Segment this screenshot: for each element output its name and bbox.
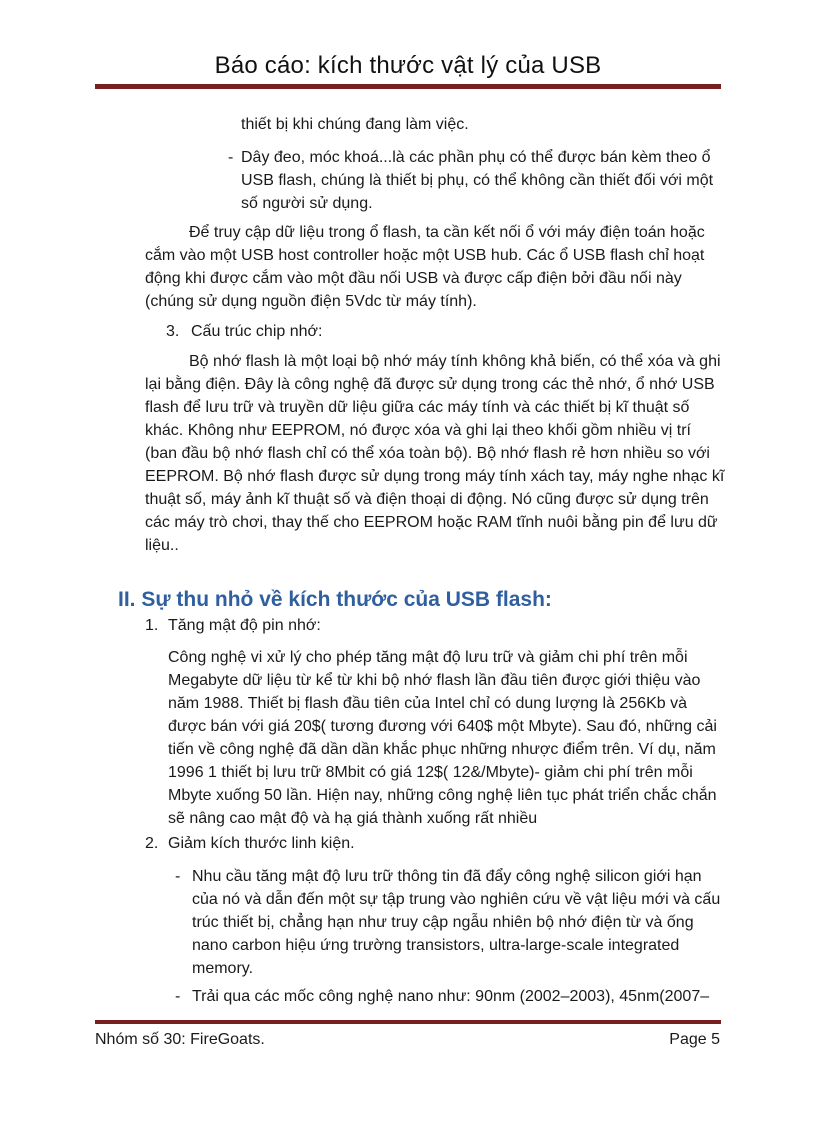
header-divider [95, 84, 721, 89]
access-paragraph: Để truy cập dữ liệu trong ổ flash, ta cần kết nối ổ với máy điện toán hoặc cắm vào một USB host controller hoặc một USB hub. Các ổ USB flash chỉ hoạt động khi được cắm vào một đầu nối USB và được cấp điện bởi đầu nối này (chúng sử dụng nguồn điện 5Vdc từ máy tính). [145, 224, 705, 310]
flash-memory-paragraph: Bộ nhớ flash là một loại bộ nhớ máy tính không khả biến, có thể xóa và ghi lại bằng điện. Đây là công nghệ đã được sử dụng trong các thẻ nhớ, ổ nhớ USB flash để lưu trữ và truyền dữ liệu giữa các máy tính và các thiết bị kĩ thuật số khác. Không như EEPROM, nó được xóa và ghi lại theo khối gồm nhiều vị trí (ban đầu bộ nhớ flash chỉ có thể xóa toàn bộ). Bộ nhớ flash rẻ hơn nhiều so với EEPROM. Bộ nhớ flash được sử dụng trong máy tính xách tay, máy nghe nhạc kĩ thuật số, máy ảnh kĩ thuật số và điện thoại di động. Nó cũng được sử dụng trên các máy trò chơi, thay thế cho EEPROM hoặc RAM tĩnh nuôi bằng pin để lưu dữ liệu.. [145, 353, 725, 554]
subsection-title: Giảm kích thước linh kiện. [168, 835, 355, 852]
bullet-dash: - [175, 988, 181, 1005]
bullet-silicon-text: Nhu cầu tăng mật độ lưu trữ thông tin đã đẩy công nghệ silicon giới hạn của nó và dẫn đến một sự tập trung vào nghiên cứu về vật liệu mới và cấu trúc thiết bị, chẳng hạn như truy cập ngẫu nhiên bộ nhớ điện từ và ống nano carbon hiệu ứng trường transistors, ultra-large-scale integrated memory. [192, 868, 721, 977]
section-title: Sự thu nhỏ về kích thước của USB flash: [141, 588, 552, 611]
bullet-nano-text: Trải qua các mốc công nghệ nano như: 90nm (2002–2003), 45nm(2007– [192, 988, 710, 1005]
subsection-title: Cấu trúc chip nhớ: [191, 323, 323, 340]
continuation-text: thiết bị khi chúng đang làm việc. [241, 116, 469, 133]
section-numeral: II. [118, 588, 136, 611]
density-paragraph: Công nghệ vi xử lý cho phép tăng mật độ lưu trữ và giảm chi phí trên mỗi Megabyte dữ liệu từ kể từ khi bộ nhớ flash lần đầu tiên được giới thiệu vào năm 1988. Thiết bị flash đầu tiên của Intel chỉ có dung lượng là 256Kb và được bán với giá 20$( tương đương với 640$ một Mbyte). Sau đó, những cải tiến về công nghệ đã dần dần khắc phục những nhược điểm trên. Ví dụ, năm 1996 1 thiết bị lưu trữ 8Mbit có giá 12$( 12&/Mbyte)- giảm chi phí trên mỗi Mbyte xuống 50 lần. Hiện nay, những công nghệ liên tục phát triển chắc chắn sẽ nâng cao mật độ và hạ giá thành xuống rất nhiều [168, 649, 717, 827]
section-heading [118, 586, 552, 614]
list-number: 2. [145, 835, 159, 852]
subsection-title: Tăng mật độ pin nhớ: [168, 617, 321, 634]
list-number: 3. [166, 323, 180, 340]
page-title: Báo cáo: kích thước vật lý của USB [214, 52, 602, 79]
footer-group-name: Nhóm số 30: FireGoats. [95, 1031, 265, 1048]
page-number: Page 5 [669, 1031, 720, 1048]
bullet-dash: - [175, 868, 181, 885]
bullet-dash: - [228, 149, 234, 166]
bullet-strap-text: Dây đeo, móc khoá...là các phần phụ có thể được bán kèm theo ổ USB flash, chúng là thiết bị phụ, có thể không cần thiết đối với một số người sử dụng. [241, 149, 714, 212]
list-number: 1. [145, 617, 159, 634]
footer-divider [95, 1020, 721, 1024]
